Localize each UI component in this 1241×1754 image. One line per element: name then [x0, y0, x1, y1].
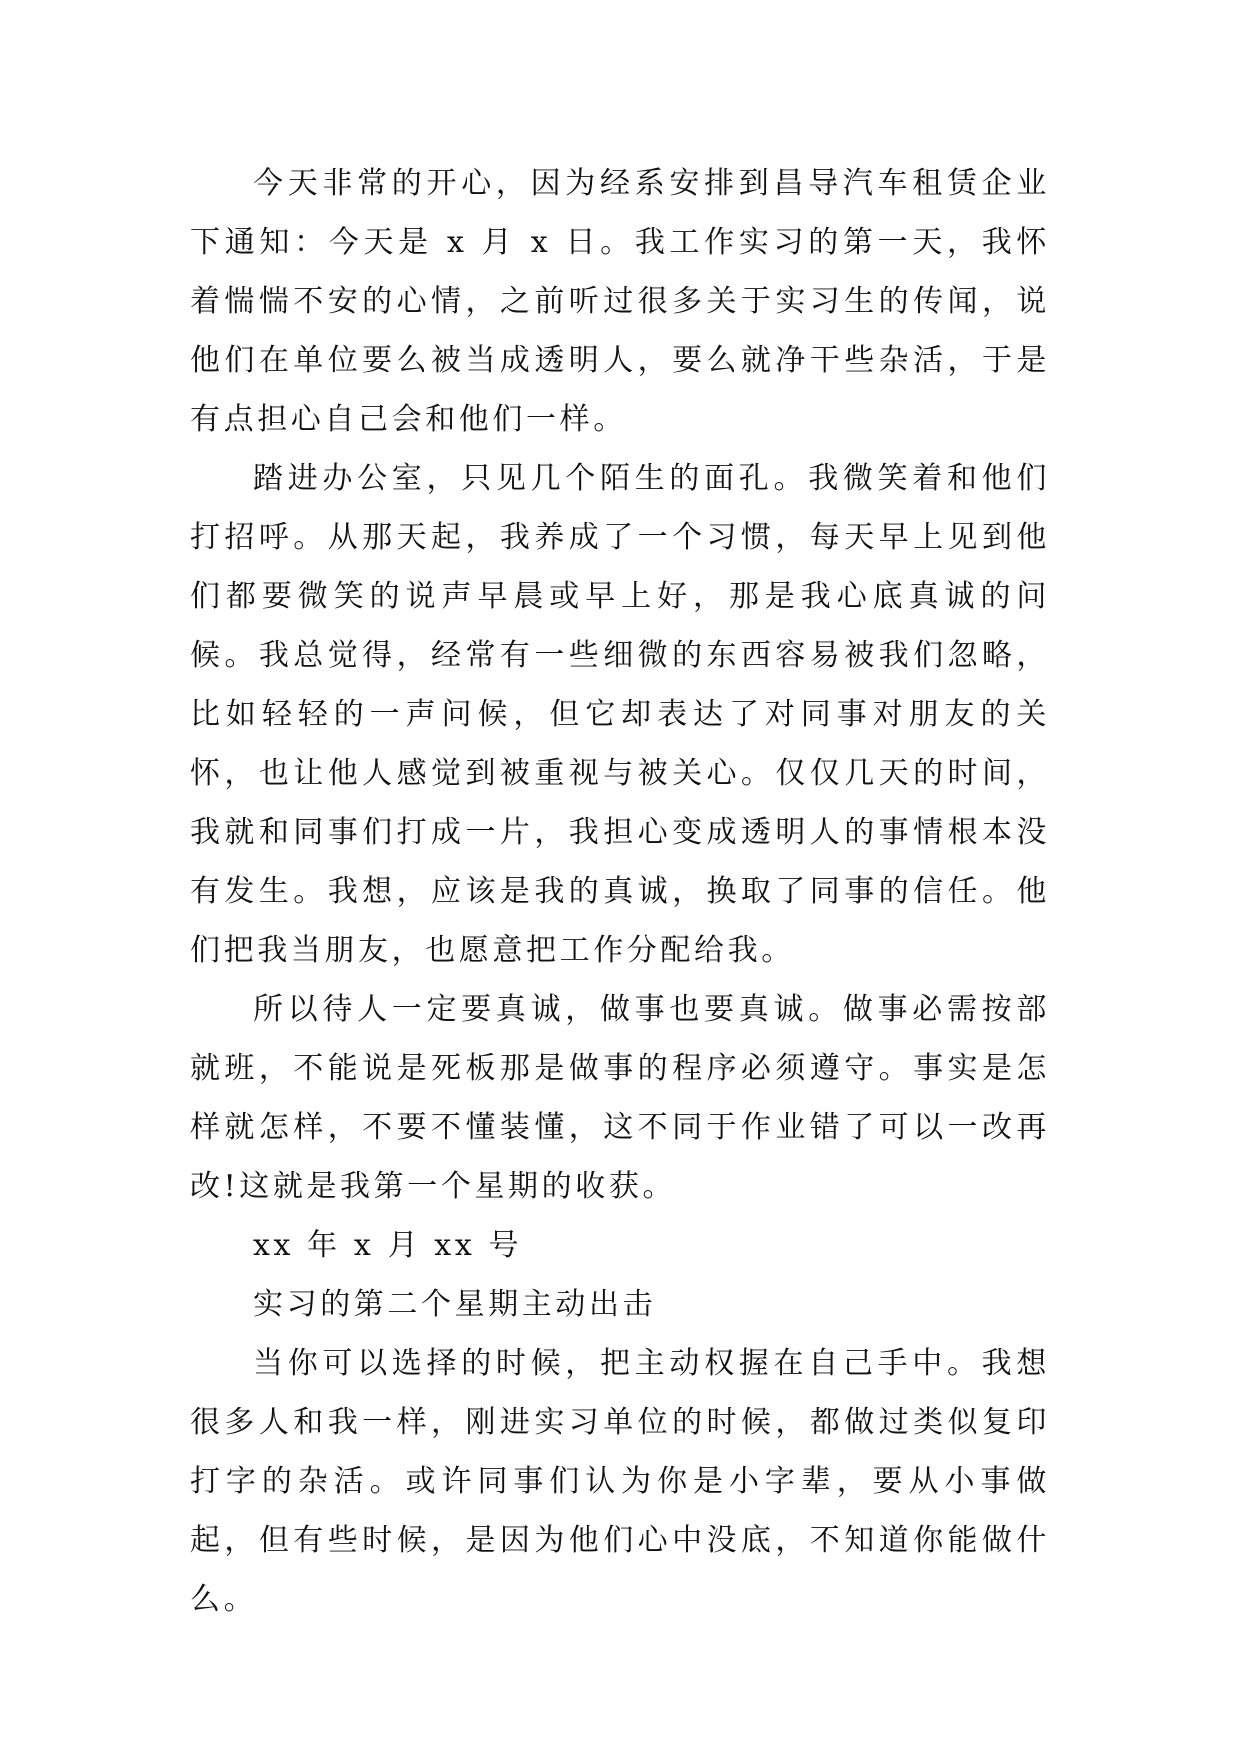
paragraph-office-greeting: 踏进办公室，只见几个陌生的面孔。我微笑着和他们打招呼。从那天起，我养成了一个习惯，每天早上见到他们都要微笑的说声早晨或早上好，那是我心底真诚的问候。我总觉得，经常有一些细微的东西容易被我们忽略，比如轻轻的一声问候，但它却表达了对同事对朋友的关怀，也让他人感觉到被重视与被关心。仅仅几天的时间，我就和同事们打成一片，我担心变成透明人的事情根本没有发生。我想，应该是我的真诚，换取了同事的信任。他们把我当朋友，也愿意把工作分配给我。: [190, 461, 1050, 968]
paragraph-sincerity: 所以待人一定要真诚，做事也要真诚。做事必需按部就班，不能说是死板那是做事的程序必须遵守。事实是怎样就怎样，不要不懂装懂，这不同于作业错了可以一改再改!这就是我第一个星期的收获。: [190, 992, 1050, 1204]
section-heading-week-two: 实习的第二个星期主动出击: [253, 1287, 657, 1322]
paragraph-first-day: 今天非常的开心，因为经系安排到昌导汽车租赁企业下通知：今天是 x 月 x 日。我工作实习的第一天，我怀着惴惴不安的心情，之前听过很多关于实习生的传闻，说他们在单位要么被当成透明人，要么就净干些杂活，于是有点担心自己会和他们一样。: [190, 166, 1050, 437]
document-body: [190, 154, 1050, 1629]
paragraph-initiative: 当你可以选择的时候，把主动权握在自己手中。我想很多人和我一样，刚进实习单位的时候，都做过类似复印打字的杂活。或许同事们认为你是小字辈，要从小事做起，但有些时候，是因为他们心中没底，不知道你能做什么。: [190, 1346, 1050, 1617]
date-line: xx 年 x 月 xx 号: [253, 1228, 523, 1263]
